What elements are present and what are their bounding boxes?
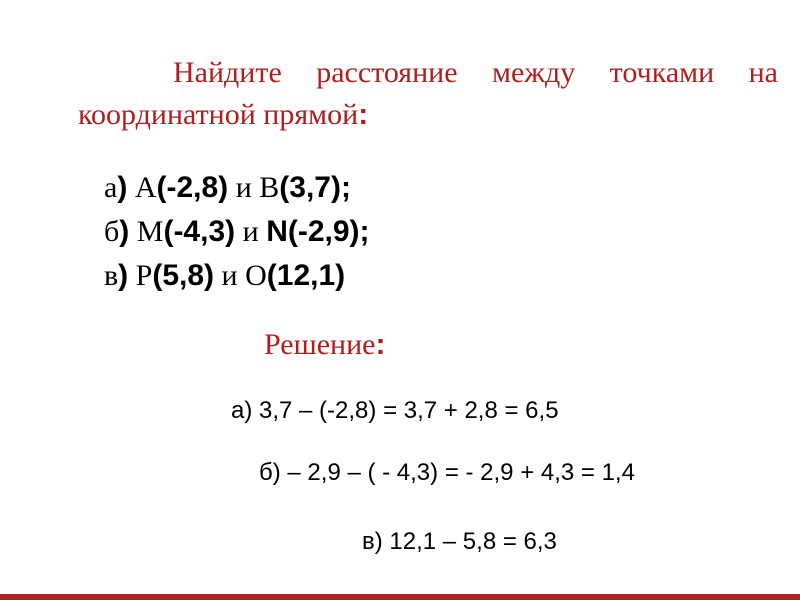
point-name: А — [134, 171, 157, 204]
task-label: б — [104, 215, 120, 248]
task-paren: ) — [117, 171, 128, 204]
point-name: В — [259, 171, 280, 204]
page-title — [78, 52, 778, 136]
solution-heading — [264, 328, 385, 362]
conjunction: и — [221, 259, 238, 292]
point-name: N — [266, 215, 288, 248]
point-name: М — [136, 215, 164, 248]
task-item-b — [104, 210, 370, 254]
task-label: а — [104, 171, 118, 204]
conjunction: и — [242, 215, 259, 248]
conjunction: и — [235, 171, 252, 204]
title-text: Найдите расстояние между точками на координатной прямой — [78, 56, 778, 131]
point-coord: (5,8) — [152, 259, 215, 292]
solution-line-a: а) 3,7 – (-2,8) = 3,7 + 2,8 = 6,5 — [231, 397, 559, 424]
solution-heading-text: Решение — [264, 328, 376, 361]
point-coord: (3,7); — [279, 171, 351, 204]
solution-line-c: в) 12,1 – 5,8 = 6,3 — [362, 528, 557, 555]
task-paren: ) — [119, 215, 130, 248]
task-list — [104, 166, 370, 298]
task-item-c — [104, 254, 370, 298]
point-coord: (-2,9); — [287, 215, 370, 248]
solution-heading-colon: : — [375, 328, 386, 361]
task-item-a — [104, 166, 370, 210]
bottom-accent-bar — [0, 594, 800, 600]
task-label: в — [104, 259, 119, 292]
point-coord: (12,1) — [266, 259, 346, 292]
point-name: О — [245, 259, 267, 292]
point-name: Р — [135, 259, 153, 292]
title-colon: : — [358, 98, 369, 131]
solution-line-b: б) – 2,9 – ( - 4,3) = - 2,9 + 4,3 = 1,4 — [259, 459, 635, 486]
task-paren: ) — [118, 259, 129, 292]
point-coord: (-2,8) — [156, 171, 229, 204]
point-coord: (-4,3) — [163, 215, 236, 248]
